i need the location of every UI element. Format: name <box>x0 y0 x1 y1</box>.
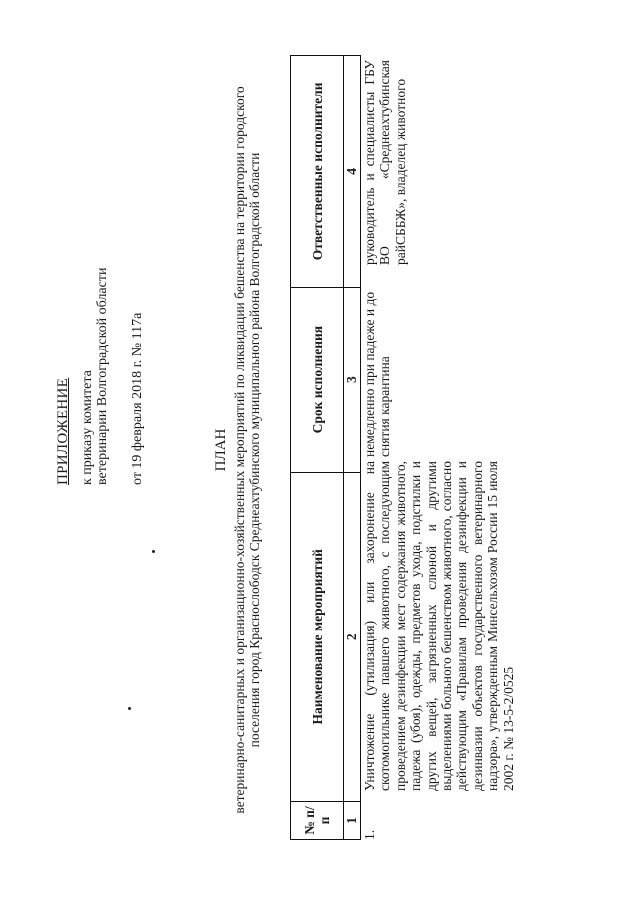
table-column-number-row <box>344 56 361 840</box>
column-number: 3 <box>344 287 361 472</box>
table-header-row <box>291 56 344 840</box>
header-measure: Наименование мероприятий <box>291 472 344 802</box>
plan-subtitle-line-1: ветеринарно-санитарных и организационно-хозяйственных мероприятий по ликвидации бешенства на территории городского <box>232 86 247 814</box>
row-executors: руководитель и специалисты ГБУ ВО «Среднеахтубинская райСББЖ», владелец животного <box>362 60 408 265</box>
appendix-line-1: к приказу комитета <box>80 370 95 485</box>
scan-dot <box>128 707 131 710</box>
appendix-line-2: ветеринарии Волгоградской области <box>95 267 110 485</box>
appendix-block <box>55 185 146 485</box>
column-number: 1 <box>344 802 361 840</box>
plan-title: ПЛАН <box>213 428 229 472</box>
plan-title-block <box>213 55 262 845</box>
row-term: немедленно при падеже и до снятия карантина <box>362 291 393 457</box>
row-number: 1. <box>362 829 377 840</box>
column-number: 2 <box>344 472 361 802</box>
row-measure: Уничтожение (утилизация) или захоронение на скотомогильнике павшего животного, с последующим проведением дезинфекции мест содержания животного, падежа (убоя), одежды, предметов ухода, подстилки и других вещей, загрязненных слюной и другими выделениями больного бешенством животного, согласно действующим «Правилам проведения дезинфекции и дезинвазии объектов государственного ветеринарного надзора», утвержденным Минсельхозом России 15 июля 2002 г. № 13-5-2/0525 <box>362 461 516 791</box>
appendix-date: от 19 февраля 2018 г. № 117а <box>130 312 145 485</box>
header-executors: Ответственные исполнители <box>291 56 344 288</box>
scan-dot <box>152 550 155 553</box>
appendix-heading: ПРИЛОЖЕНИЕ <box>55 377 71 485</box>
column-number: 4 <box>344 56 361 288</box>
header-term: Срок исполнения <box>291 287 344 472</box>
plan-table <box>290 55 361 840</box>
plan-subtitle-line-2: поселения город Краснослободск Среднеахтубинского муниципального района Волгоградской области <box>247 152 262 748</box>
header-number: № п/п <box>291 802 344 840</box>
